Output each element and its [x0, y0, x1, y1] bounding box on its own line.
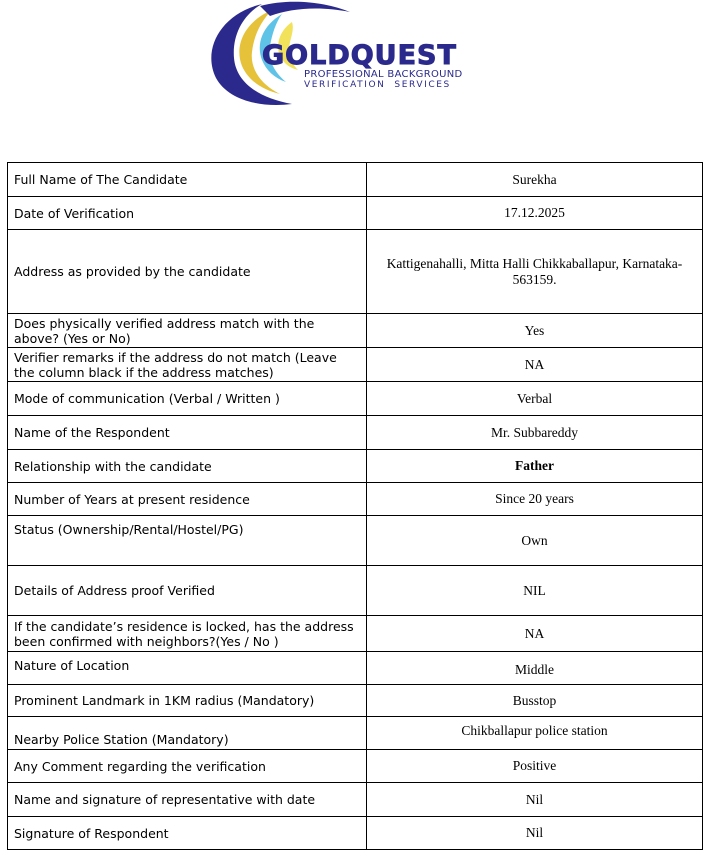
row-value-verifier-remarks: NA [367, 348, 703, 382]
row-label-communication-mode: Mode of communication (Verbal / Written ) [8, 382, 367, 416]
row-value-address-match: Yes [367, 314, 703, 348]
table-row [8, 197, 703, 230]
table-row [8, 685, 703, 717]
verification-table [7, 162, 703, 850]
logo-brand-name: GOLDQUEST [262, 40, 457, 71]
table-row [8, 314, 703, 348]
row-value-police-station: Chikballapur police station [367, 717, 703, 750]
row-label-comment: Any Comment regarding the verification [8, 750, 367, 783]
row-label-representative-signature: Name and signature of representative with date [8, 783, 367, 817]
row-value-comment: Positive [367, 750, 703, 783]
row-label-address: Address as provided by the candidate [8, 230, 367, 314]
row-label-verification-date: Date of Verification [8, 197, 367, 230]
row-value-landmark: Busstop [367, 685, 703, 717]
row-value-years-at-residence: Since 20 years [367, 483, 703, 516]
table-row [8, 516, 703, 566]
row-label-police-station: Nearby Police Station (Mandatory) [8, 717, 367, 750]
row-value-respondent-name: Mr. Subbareddy [367, 416, 703, 450]
row-label-verifier-remarks: Verifier remarks if the address do not match (Leave the column black if the address matches) [8, 348, 367, 382]
row-value-address-proof: NIL [367, 566, 703, 616]
table-row [8, 450, 703, 483]
table-row [8, 817, 703, 850]
row-value-relationship: Father [367, 450, 703, 483]
row-label-years-at-residence: Number of Years at present residence [8, 483, 367, 516]
row-label-candidate-name: Full Name of The Candidate [8, 163, 367, 197]
table-row [8, 616, 703, 652]
row-label-nature-of-location: Nature of Location [8, 652, 367, 685]
row-label-respondent-signature: Signature of Respondent [8, 817, 367, 850]
table-row [8, 652, 703, 685]
row-value-address: Kattigenahalli, Mitta Halli Chikkaballapur, Karnataka-563159. [367, 230, 703, 314]
table-row [8, 416, 703, 450]
row-value-communication-mode: Verbal [367, 382, 703, 416]
row-value-nature-of-location: Middle [367, 652, 703, 685]
row-value-verification-date: 17.12.2025 [367, 197, 703, 230]
row-value-respondent-signature: Nil [367, 817, 703, 850]
row-label-respondent-name: Name of the Respondent [8, 416, 367, 450]
logo-tagline-2: VERIFICATION SERVICES [304, 80, 451, 90]
table-row [8, 230, 703, 314]
table-row [8, 382, 703, 416]
table-row [8, 483, 703, 516]
row-label-landmark: Prominent Landmark in 1KM radius (Mandatory) [8, 685, 367, 717]
row-label-residence-status: Status (Ownership/Rental/Hostel/PG) [8, 516, 367, 566]
table-row [8, 750, 703, 783]
row-value-representative-signature: Nil [367, 783, 703, 817]
row-value-candidate-name: Surekha [367, 163, 703, 197]
row-value-residence-status: Own [367, 516, 703, 566]
row-label-address-match: Does physically verified address match with the above? (Yes or No) [8, 314, 367, 348]
goldquest-logo [200, 0, 510, 108]
table-row [8, 717, 703, 750]
row-value-neighbor-confirmation: NA [367, 616, 703, 652]
table-row [8, 566, 703, 616]
row-label-neighbor-confirmation: If the candidate’s residence is locked, has the address been confirmed with neighbors?(Yes / No ) [8, 616, 367, 652]
logo-tagline-1: PROFESSIONAL BACKGROUND [304, 69, 463, 80]
row-label-relationship: Relationship with the candidate [8, 450, 367, 483]
table-row [8, 163, 703, 197]
row-label-address-proof: Details of Address proof Verified [8, 566, 367, 616]
table-row [8, 348, 703, 382]
table-row [8, 783, 703, 817]
